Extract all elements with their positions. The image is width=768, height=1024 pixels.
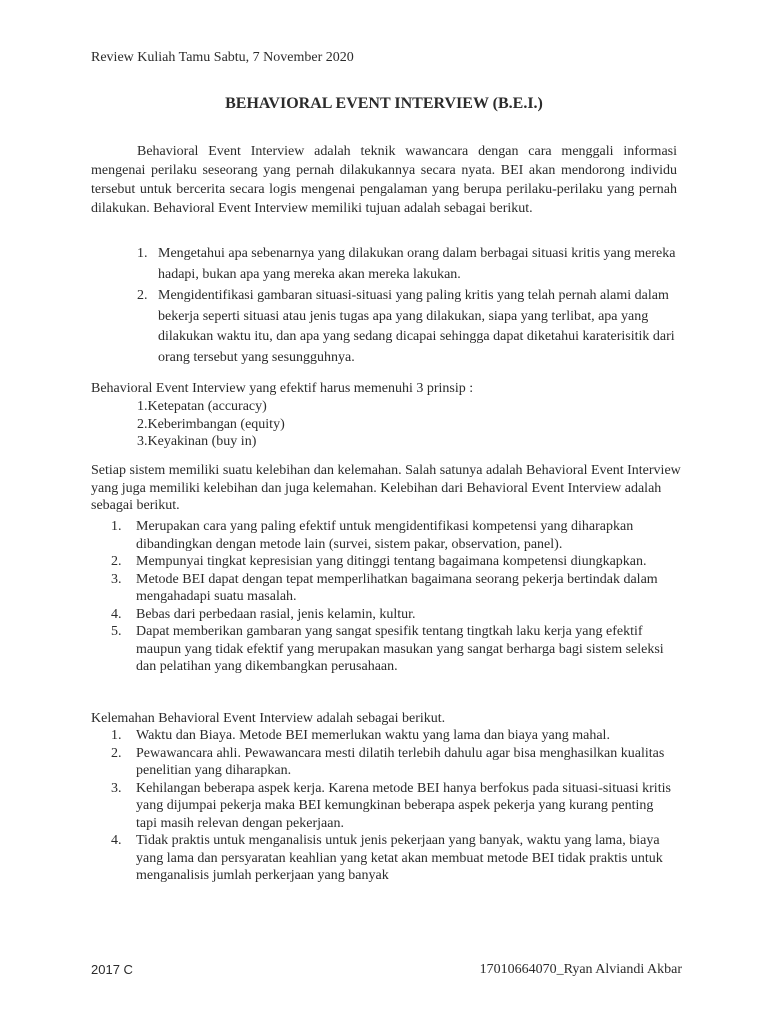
list-number: 3. [111,780,122,796]
list-item [111,518,677,553]
principle-item: 2.Keberimbangan (equity) [137,416,285,432]
footer-author: 17010664070_Ryan Alviandi Akbar [479,962,682,977]
list-item [111,553,677,571]
list-number: 2. [111,745,122,761]
goals-list [137,244,677,369]
list-number: 1. [137,246,148,261]
list-item-text: Pewawancara ahli. Pewawancara mesti dilatih terlebih dahulu agar bisa menghasilkan kualitas penelitian yang diharapkan. [136,745,665,778]
strengths-intro: Setiap sistem memiliki suatu kelebihan dan kelemahan. Salah satunya adalah Behavioral Event Interview yang juga memiliki kelebihan dan juga kelemahan. Kelebihan dari Behavioral Event Interview adalah sebagai berikut. [91,463,681,513]
list-item-text: Mengidentifikasi gambaran situasi-situasi yang paling kritis yang telah pernah alami dalam bekerja seperti situasi atau jenis tugas apa yang dilakukan, siapa yang terlibat, apa yang dilakukan waktu itu, dan apa yang sedang dicapai sehingga dapat diketahui karaterisitik dari orang tersebut yang sesungguhnya. [158,288,675,365]
list-item-text: Mengetahui apa sebenarnya yang dilakukan orang dalam berbagai situasi kritis yang mereka hadapi, bukan apa yang mereka akan mereka lakukan. [158,246,676,282]
list-number: 5. [111,624,122,639]
list-number: 2. [137,288,148,303]
list-item-text: Kehilangan beberapa aspek kerja. Karena metode BEI hanya berfokus pada situasi-situasi kritis yang dijumpai pekerja maka BEI kemungkinan beberapa aspek pekerja yang kurang penting tapi masih relevan dengan pekerjaan. [136,780,671,831]
list-item [111,606,677,624]
principle-item: 1.Ketepatan (accuracy) [137,399,267,414]
list-item [111,780,677,833]
document-title: BEHAVIORAL EVENT INTERVIEW (B.E.I.) [225,95,543,112]
list-item-text: Merupakan cara yang paling efektif untuk mengidentifikasi kompetensi yang diharapkan dibandingkan dengan metode lain (survei, sistem pakar, observation, panel). [136,519,634,552]
intro-paragraph: Behavioral Event Interview adalah teknik wawancara dengan cara menggali informasi mengenai perilaku seseorang yang pernah dilakukannya secara nyata. BEI akan mendorong individu tersebut untuk bercerita secara logis mengenai pengalaman yang berupa perilaku-perilaku yang pernah dilakukan. Behavioral Event Interview memiliki tujuan adalah sebagai berikut. [91,144,677,216]
list-item-text: Mempunyai tingkat kepresisian yang ditinggi tentang bagaimana kompetensi diungkapkan. [136,554,647,569]
list-item [111,832,677,885]
list-item [137,244,677,285]
footer-class: 2017 C [91,962,133,977]
weaknesses-list [111,727,677,885]
list-number: 1. [111,519,122,534]
list-item [111,623,677,676]
list-number: 3. [111,571,122,587]
review-header: Review Kuliah Tamu Sabtu, 7 November 2020 [91,50,354,65]
list-item-text: Metode BEI dapat dengan tepat memperlihatkan bagaimana seorang pekerja bertindak dalam mengahadapi suatu masalah. [136,571,658,604]
list-item [137,286,677,368]
list-number: 2. [111,554,122,569]
list-number: 1. [111,728,122,743]
list-item [111,571,677,606]
list-item-text: Bebas dari perbedaan rasial, jenis kelamin, kultur. [136,606,416,622]
list-number: 4. [111,606,122,622]
principles-intro: Behavioral Event Interview yang efektif harus memenuhi 3 prinsip : [91,381,474,396]
list-item-text: Tidak praktis untuk menganalisis untuk jenis pekerjaan yang banyak, waktu yang lama, biaya yang lama dan persyaratan keahlian yang ketat akan membuat metode BEI tidak praktis untuk menganalisis jumlah perkerjaan yang banyak [136,833,663,883]
principle-item: 3.Keyakinan (buy in) [137,434,257,449]
principles-list [137,398,285,451]
list-item [111,745,677,780]
strengths-list [111,518,677,676]
list-number: 4. [111,833,122,848]
list-item [111,727,677,745]
list-item-text: Waktu dan Biaya. Metode BEI memerlukan waktu yang lama dan biaya yang mahal. [136,728,610,743]
list-item-text: Dapat memberikan gambaran yang sangat spesifik tentang tingtkah laku kerja yang efektif maupun yang tidak efektif yang merupakan masukan yang sangat berharga bagi sistem seleksi dan pelatihan yang dikembangkan perusahaan. [136,624,664,674]
weaknesses-intro: Kelemahan Behavioral Event Interview adalah sebagai berikut. [91,711,446,726]
